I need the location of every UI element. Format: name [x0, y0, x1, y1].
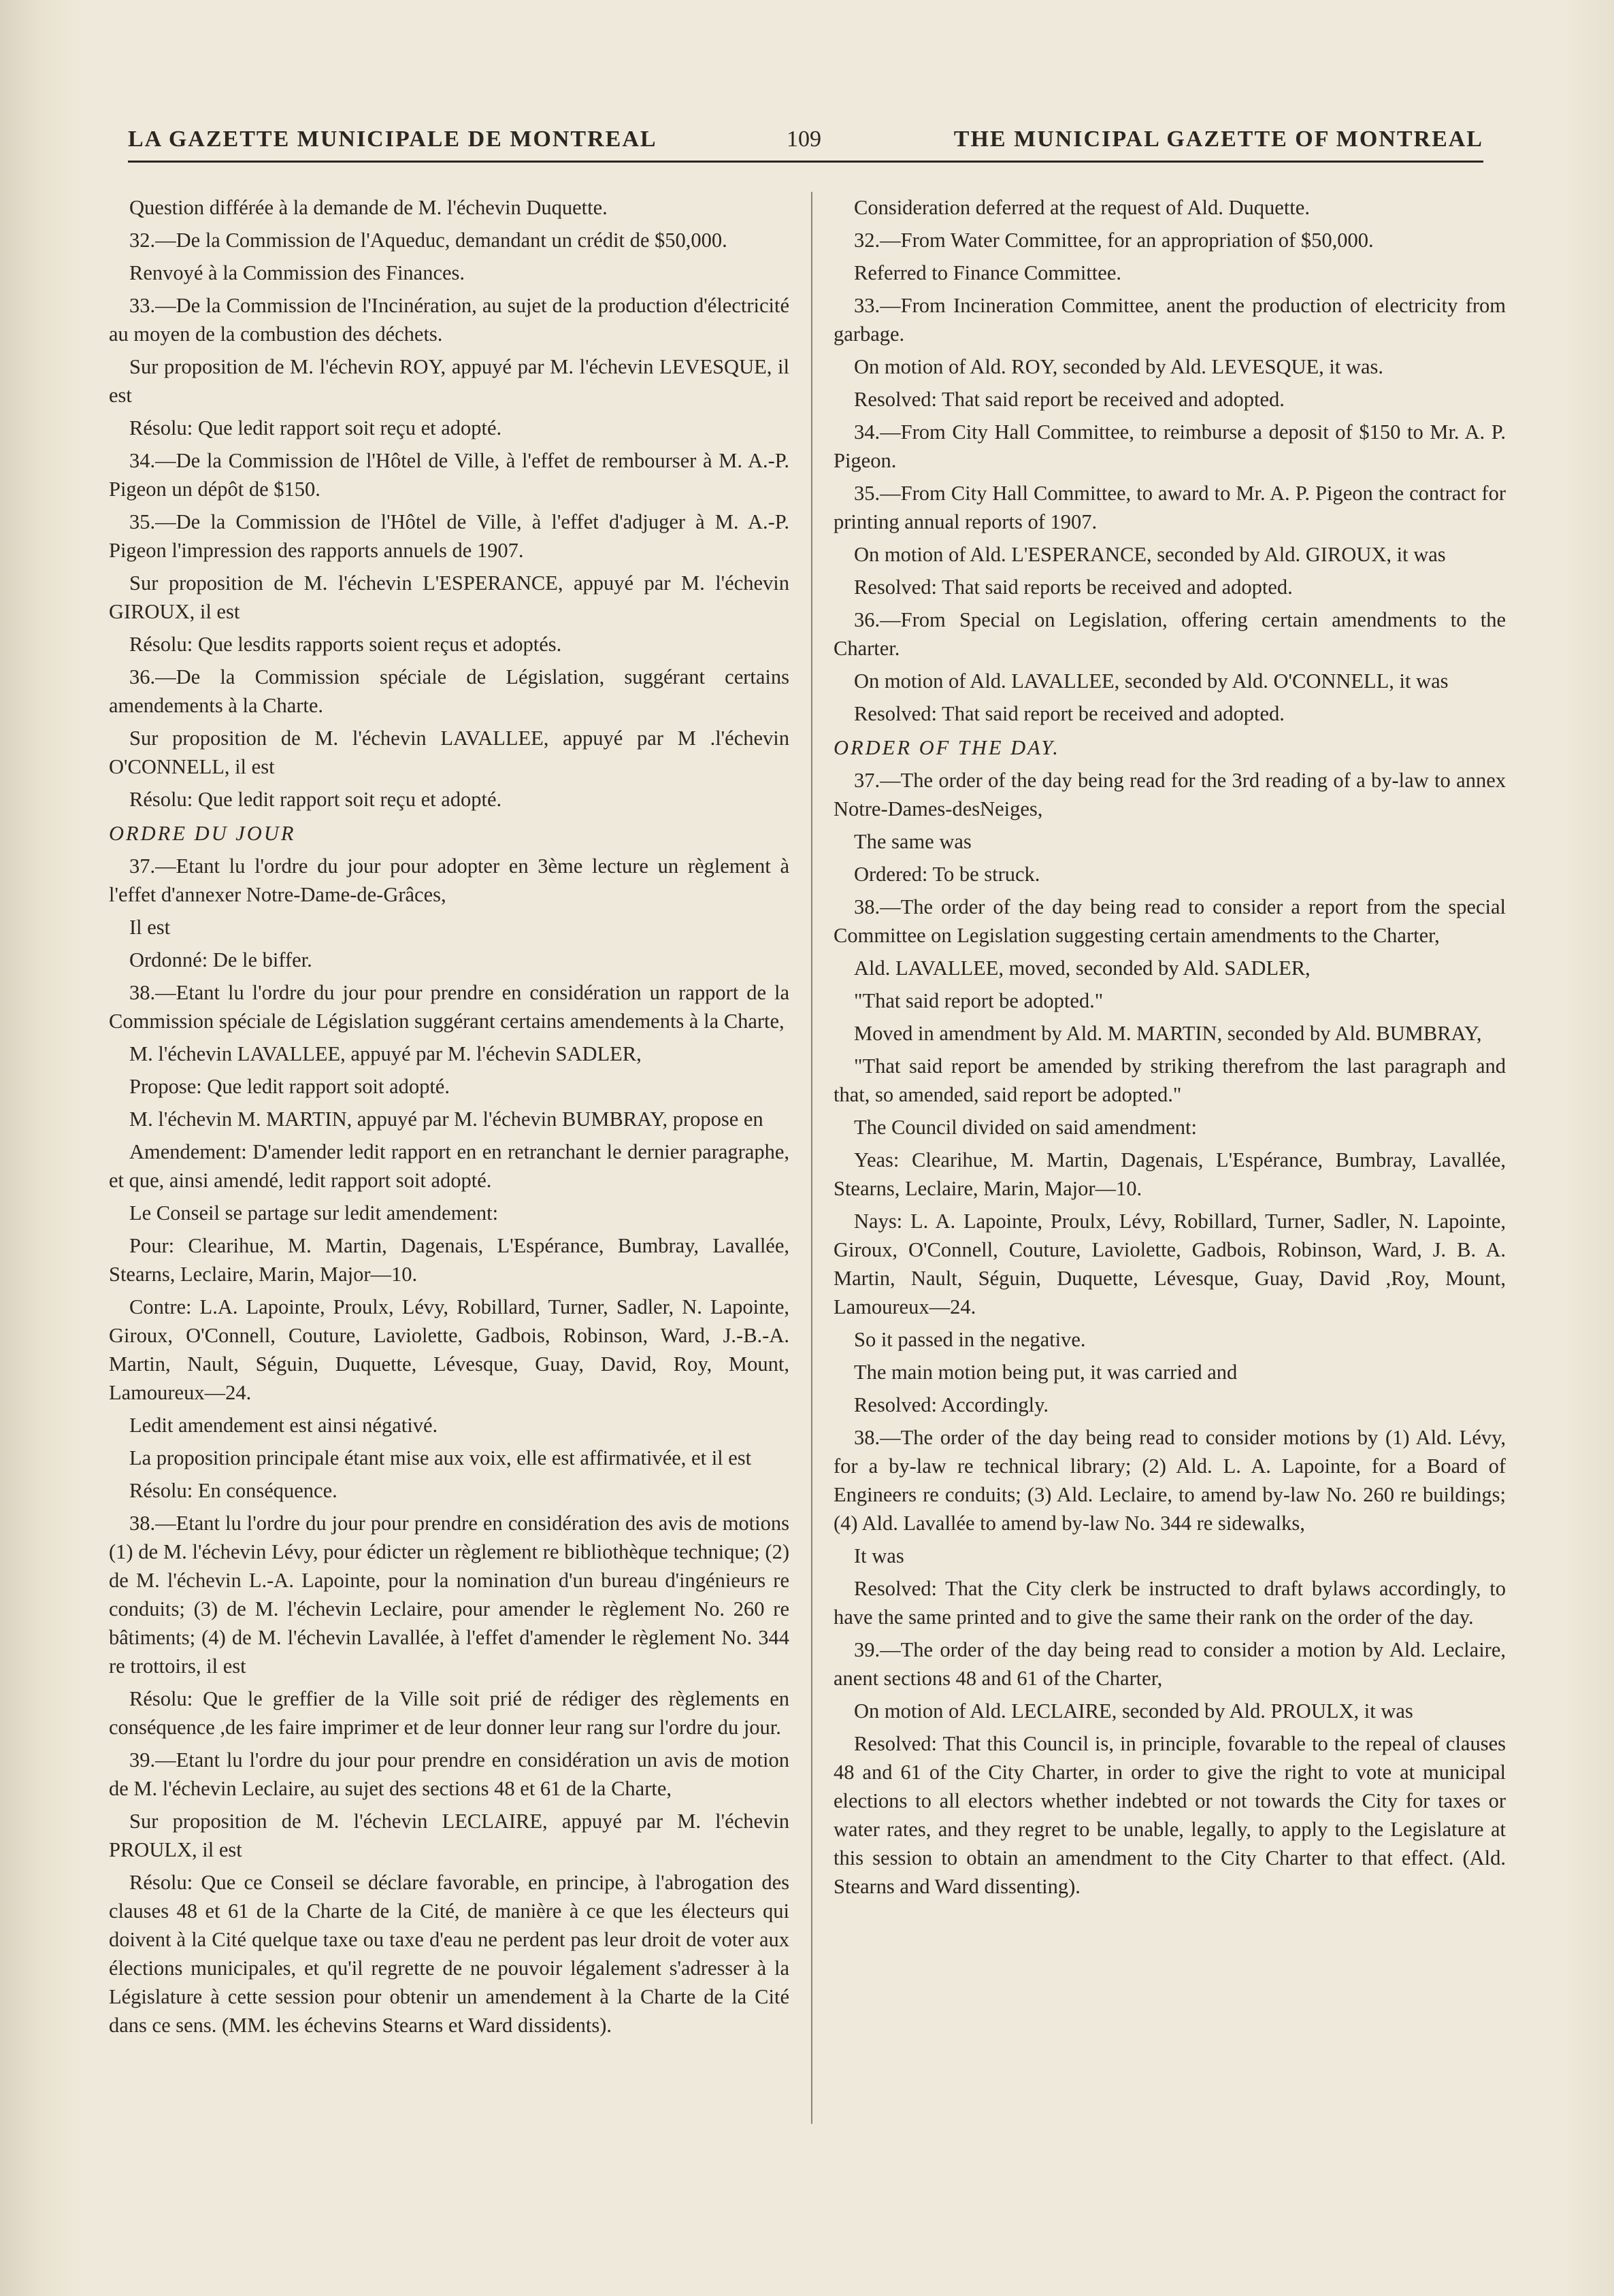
paragraph: Ordered: To be struck.: [854, 863, 1040, 886]
paragraph: La proposition principale étant mise aux voix, elle est affirmativée, et il est: [129, 1446, 752, 1469]
paragraph: On motion of Ald. LECLAIRE, seconded by Ald. PROULX, it was: [854, 1699, 1413, 1723]
english-column: [834, 193, 1506, 2234]
paragraph: 32.—De la Commission de l'Aqueduc, demandant un crédit de $50,000.: [129, 229, 727, 252]
paragraph: Nays: L. A. Lapointe, Proulx, Lévy, Robillard, Turner, Sadler, N. Lapointe, Giroux, O'Connell, Couture, Laviolette, Gadbois, Robinson, Ward, J. B. A. Martin, Nault, Séguin, Duquette, Lévesque, Guay, David ,Roy, Mount, Lamoureux—24.: [834, 1210, 1506, 1318]
paragraph: 35.—De la Commission de l'Hôtel de Ville, à l'effet d'adjuger à M. A.-P. Pigeon l'impression des rapports annuels de 1907.: [109, 510, 789, 562]
paragraph: Question différée à la demande de M. l'échevin Duquette.: [129, 196, 608, 219]
paragraph: Resolved: That this Council is, in principle, fovarable to the repeal of clauses 48 and 61 of the City Charter, in order to give the right to vote at municipal elections to all electors whether indebted or not towards the City for taxes or water rates, and they regret to be unable, legally, to apply to the Legislature at this session to obtain an amendment to the City Charter to that effect. (Ald. Stearns and Ward dissenting).: [834, 1732, 1506, 1898]
paragraph: 34.—De la Commission de l'Hôtel de Ville, à l'effet de rembourser à M. A.-P. Pigeon un dépôt de $150.: [109, 449, 789, 501]
paragraph: Resolved: That said report be received and adopted.: [854, 388, 1285, 411]
paragraph: Referred to Finance Committee.: [854, 261, 1121, 284]
paragraph: 34.—From City Hall Committee, to reimburse a deposit of $150 to Mr. A. P. Pigeon.: [834, 420, 1506, 472]
paragraph: M. l'échevin M. MARTIN, appuyé par M. l'échevin BUMBRAY, propose en: [129, 1108, 763, 1131]
paragraph: M. l'échevin LAVALLEE, appuyé par M. l'échevin SADLER,: [129, 1042, 642, 1065]
paragraph: Consideration deferred at the request of Ald. Duquette.: [854, 196, 1310, 219]
paragraph: Renvoyé à la Commission des Finances.: [129, 261, 465, 284]
paragraph: Résolu: Que le greffier de la Ville soit prié de rédiger des règlements en conséquence ,de les faire imprimer et de leur donner leur rang sur l'ordre du jour.: [109, 1687, 789, 1739]
paragraph: Résolu: Que ce Conseil se déclare favorable, en principe, à l'abrogation des clauses 48 et 61 de la Charte de la Cité, de manière à ce que les électeurs qui doivent à la Cité quelque taxe ou taxe d'eau ne perdent pas leur droit de voter aux élections municipales, et qu'il regrette de ne pouvoir légalement s'adresser à la Législature à cette session pour obtenir un amendement à la Charte de la Cité dans ce sens. (MM. les échevins Stearns et Ward dissidents).: [109, 1871, 789, 2037]
paragraph: 38.—The order of the day being read to consider motions by (1) Ald. Lévy, for a by-law re technical library; (2) Ald. L. A. Lapointe, for a Board of Engineers re conduits; (3) Ald. Leclaire, to amend by-law No. 260 re buildings; (4) Ald. Lavallée to amend by-law No. 344 re sidewalks,: [834, 1426, 1506, 1535]
paragraph: Moved in amendment by Ald. M. MARTIN, seconded by Ald. BUMBRAY,: [854, 1022, 1482, 1045]
paragraph: Resolved: Accordingly.: [854, 1393, 1049, 1416]
paragraph: 37.—Etant lu l'ordre du jour pour adopter en 3ème lecture un règlement à l'effet d'annexer Notre-Dame-de-Grâces,: [109, 854, 789, 906]
paragraph: Résolu: En conséquence.: [129, 1479, 337, 1502]
paragraph: Pour: Clearihue, M. Martin, Dagenais, L'Espérance, Bumbray, Lavallée, Stearns, Leclaire, Marin, Major—10.: [109, 1234, 789, 1286]
paragraph: 39.—The order of the day being read to consider a motion by Ald. Leclaire, anent sections 48 and 61 of the Charter,: [834, 1638, 1506, 1690]
french-column: [109, 193, 789, 2261]
paragraph: So it passed in the negative.: [854, 1328, 1086, 1351]
paragraph: 39.—Etant lu l'ordre du jour pour prendre en considération un avis de motion de M. l'échevin Leclaire, au sujet des sections 48 et 61 de la Charte,: [109, 1748, 789, 1800]
paragraph: "That said report be amended by striking therefrom the last paragraph and that, so amended, said report be adopted.": [834, 1054, 1506, 1106]
paragraph: 33.—From Incineration Committee, anent the production of electricity from garbage.: [834, 294, 1506, 346]
paragraph: Sur proposition de M. l'échevin LECLAIRE, appuyé par M. l'échevin PROULX, il est: [109, 1810, 789, 1861]
paragraph: "That said report be adopted.": [854, 989, 1104, 1012]
section-heading: ORDRE DU JOUR: [109, 822, 296, 845]
paragraph: Résolu: Que ledit rapport soit reçu et adopté.: [129, 788, 502, 811]
paragraph: 38.—Etant lu l'ordre du jour pour prendre en considération des avis de motions (1) de M. l'échevin Lévy, pour édicter un règlement re bibliothèque technique; (2) de M. l'échevin L.-A. Lapointe, pour la nomination d'un bureau d'ingénieurs re conduits; (3) de M. l'échevin Leclaire, pour amender le règlement No. 260 re bâtiments; (4) de M. l'échevin Lavallée, à l'effet d'amender le règlement No. 344 re trottoirs, il est: [109, 1512, 789, 1678]
paragraph: 37.—The order of the day being read for the 3rd reading of a by-law to annex Notre-Dames-desNeiges,: [834, 769, 1506, 820]
paragraph: On motion of Ald. ROY, seconded by Ald. LEVESQUE, it was.: [854, 355, 1384, 378]
paragraph: Il est: [129, 916, 171, 939]
paragraph: 36.—De la Commission spéciale de Législation, suggérant certains amendements à la Charte.: [109, 665, 789, 717]
page-header: [128, 127, 1483, 161]
header-rule: [128, 161, 1483, 163]
section-heading: ORDER OF THE DAY.: [834, 736, 1060, 759]
paragraph: 38.—The order of the day being read to consider a report from the special Committee on Legislation suggesting certain amendments to the Charter,: [834, 895, 1506, 947]
paragraph: Resolved: That the City clerk be instructed to draft bylaws accordingly, to have the same printed and to give the same their rank on the order of the day.: [834, 1577, 1506, 1629]
paragraph: Ordonné: De le biffer.: [129, 948, 312, 971]
paragraph: Yeas: Clearihue, M. Martin, Dagenais, L'Espérance, Bumbray, Lavallée, Stearns, Leclaire, Marin, Major—10.: [834, 1148, 1506, 1200]
paragraph: Le Conseil se partage sur ledit amendement:: [129, 1201, 499, 1225]
column-divider: [811, 192, 812, 2124]
paragraph: Ledit amendement est ainsi négativé.: [129, 1414, 438, 1437]
paragraph: The same was: [854, 830, 972, 853]
paragraph: Sur proposition de M. l'échevin LAVALLEE, appuyé par M .l'échevin O'CONNELL, il est: [109, 727, 789, 778]
paragraph: 35.—From City Hall Committee, to award to Mr. A. P. Pigeon the contract for printing annual reports of 1907.: [834, 482, 1506, 533]
paragraph: 32.—From Water Committee, for an appropriation of $50,000.: [854, 229, 1374, 252]
paragraph: Sur proposition de M. l'échevin L'ESPERANCE, appuyé par M. l'échevin GIROUX, il est: [109, 571, 789, 623]
paragraph: The Council divided on said amendment:: [854, 1116, 1197, 1139]
paragraph: Propose: Que ledit rapport soit adopté.: [129, 1075, 450, 1098]
paragraph: 38.—Etant lu l'ordre du jour pour prendre en considération un rapport de la Commission spéciale de Législation suggérant certains amendements à la Charte,: [109, 981, 789, 1033]
paragraph: Résolu: Que lesdits rapports soient reçus et adoptés.: [129, 633, 562, 656]
paragraph: Amendement: D'amender ledit rapport en en retranchant le dernier paragraphe, et que, ainsi amendé, ledit rapport soit adopté.: [109, 1140, 789, 1192]
paragraph: The main motion being put, it was carried and: [854, 1361, 1238, 1384]
paragraph: Resolved: That said reports be received and adopted.: [854, 576, 1293, 599]
paragraph: Ald. LAVALLEE, moved, seconded by Ald. SADLER,: [854, 956, 1311, 980]
paragraph: On motion of Ald. LAVALLEE, seconded by Ald. O'CONNELL, it was: [854, 669, 1449, 693]
paragraph: Sur proposition de M. l'échevin ROY, appuyé par M. l'échevin LEVESQUE, il est: [109, 355, 789, 407]
paragraph: On motion of Ald. L'ESPERANCE, seconded by Ald. GIROUX, it was: [854, 543, 1446, 566]
header-title-english: THE MUNICIPAL GAZETTE OF MONTREAL: [953, 127, 1483, 152]
paragraph: It was: [854, 1544, 904, 1567]
page-number: 109: [787, 127, 821, 152]
paragraph: Contre: L.A. Lapointe, Proulx, Lévy, Robillard, Turner, Sadler, N. Lapointe, Giroux, O'Connell, Couture, Laviolette, Gadbois, Robinson, Ward, J.-B.-A. Martin, Nault, Séguin, Duquette, Lévesque, Guay, David, Roy, Mount, Lamoureux—24.: [109, 1295, 789, 1404]
paragraph: Résolu: Que ledit rapport soit reçu et adopté.: [129, 416, 502, 439]
paragraph: Resolved: That said report be received and adopted.: [854, 702, 1285, 725]
header-title-french: LA GAZETTE MUNICIPALE DE MONTREAL: [128, 127, 657, 152]
paragraph: 33.—De la Commission de l'Incinération, au sujet de la production d'électricité au moyen de la combustion des déchets.: [109, 294, 789, 346]
paragraph: 36.—From Special on Legislation, offering certain amendments to the Charter.: [834, 608, 1506, 660]
